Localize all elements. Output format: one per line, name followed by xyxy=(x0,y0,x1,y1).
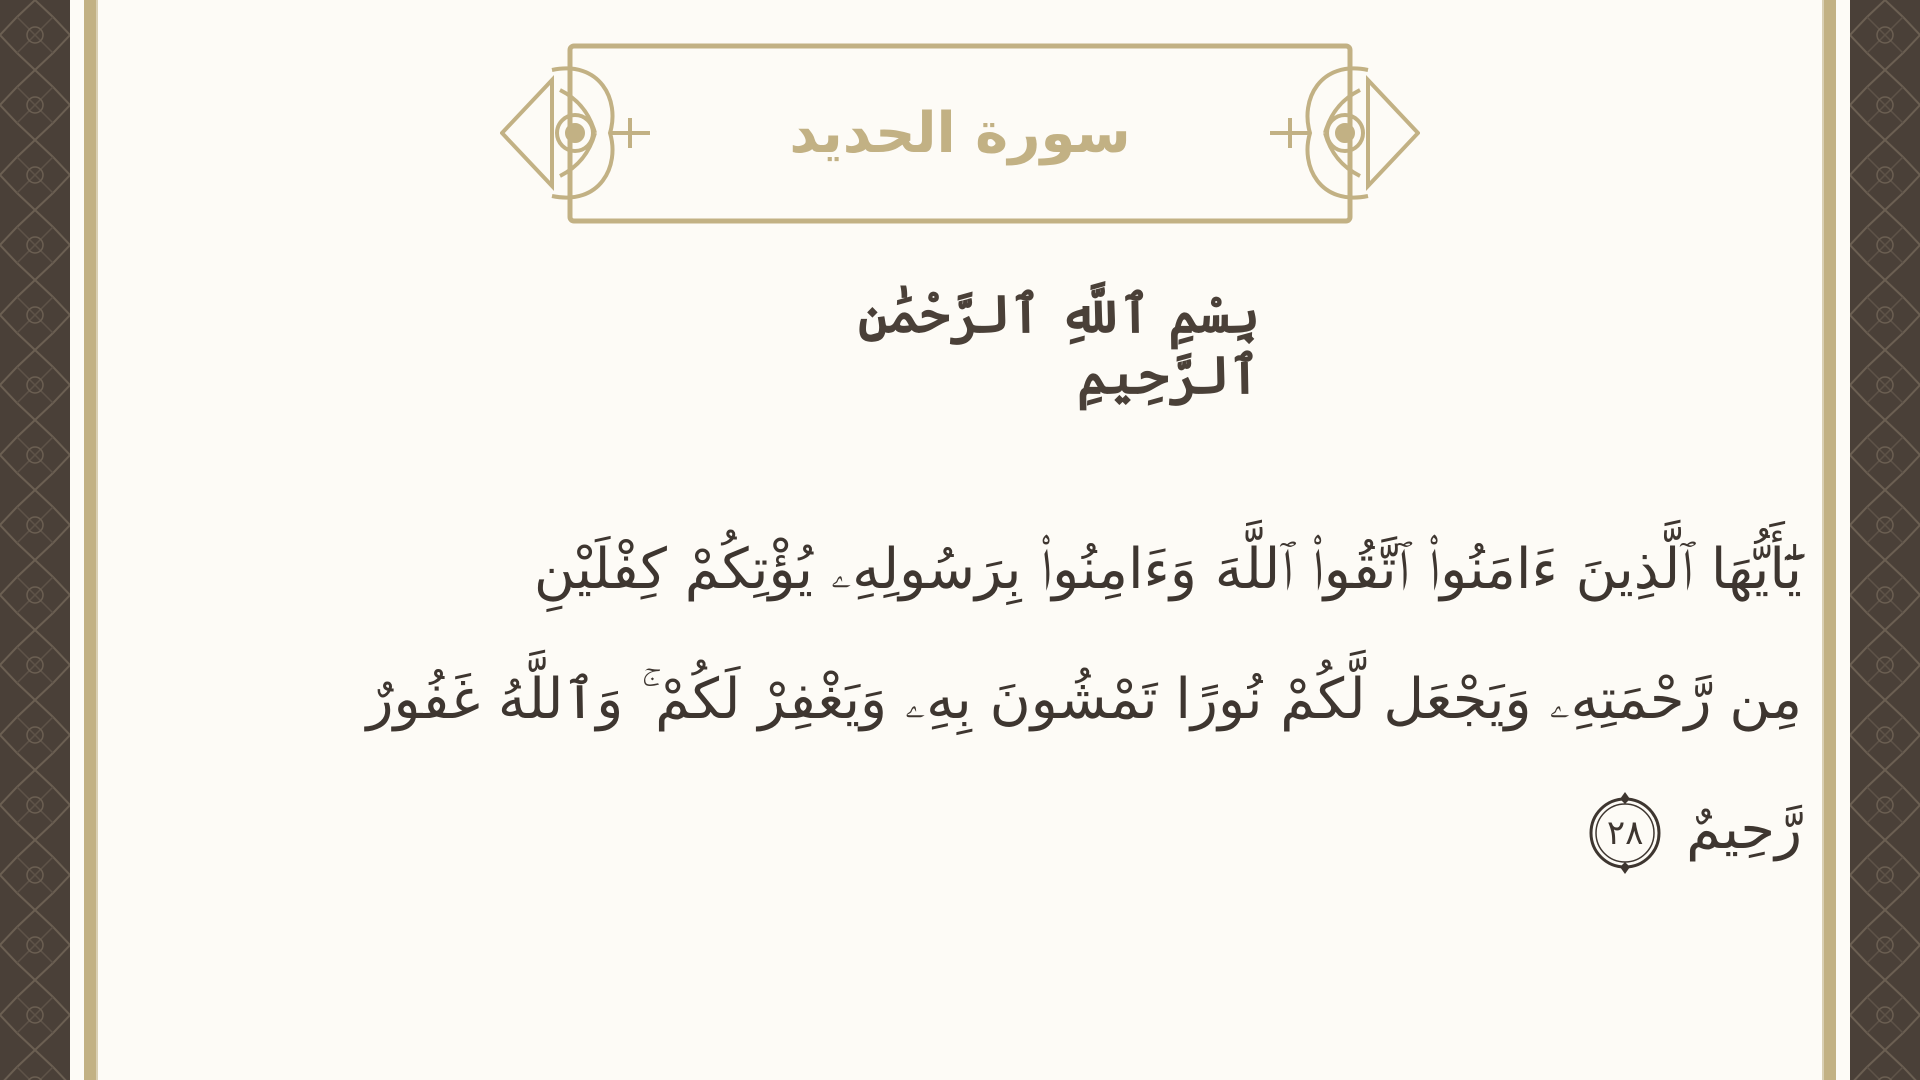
verse-line-3-text: رَّحِيمٌ xyxy=(1686,797,1802,862)
verse-line-3 xyxy=(250,765,1802,895)
surah-title: سورة الحديد xyxy=(789,100,1131,166)
right-inner-edge xyxy=(1822,0,1824,1080)
left-pattern-border xyxy=(0,0,70,1080)
verse-text xyxy=(250,505,1802,895)
left-gold-rule xyxy=(84,0,96,1080)
ayah-number-marker xyxy=(1582,790,1668,876)
right-pattern-border xyxy=(1850,0,1920,1080)
geometric-pattern-icon xyxy=(0,0,70,1080)
geometric-pattern-icon xyxy=(1850,0,1920,1080)
verse-line-2: مِن رَّحْمَتِهِۦ وَيَجْعَل لَّكُمْ نُورًا تَمْشُونَ بِهِۦ وَيَغْفِرْ لَكُمْ ۚ وَٱللَّهُ غَفُورٌ xyxy=(366,667,1802,732)
right-ornament-icon xyxy=(1270,68,1418,197)
basmala-calligraphy: بِسْمِ ٱللَّهِ ٱلرَّحْمَٰنِ ٱلرَّحِيمِ xyxy=(858,284,1260,406)
right-gold-rule xyxy=(1824,0,1836,1080)
left-inner-edge xyxy=(96,0,98,1080)
verse-line-1: يَٰٓأَيُّهَا ٱلَّذِينَ ءَامَنُوا۟ ٱتَّقُوا۟ ٱللَّهَ وَءَامِنُوا۟ بِرَسُولِهِۦ يُؤْتِكُمْ كِفْلَيْنِ xyxy=(533,537,1802,602)
left-ornament-icon xyxy=(502,68,650,197)
surah-title-frame xyxy=(500,40,1420,230)
ayah-number: ٢٨ xyxy=(1606,812,1644,853)
